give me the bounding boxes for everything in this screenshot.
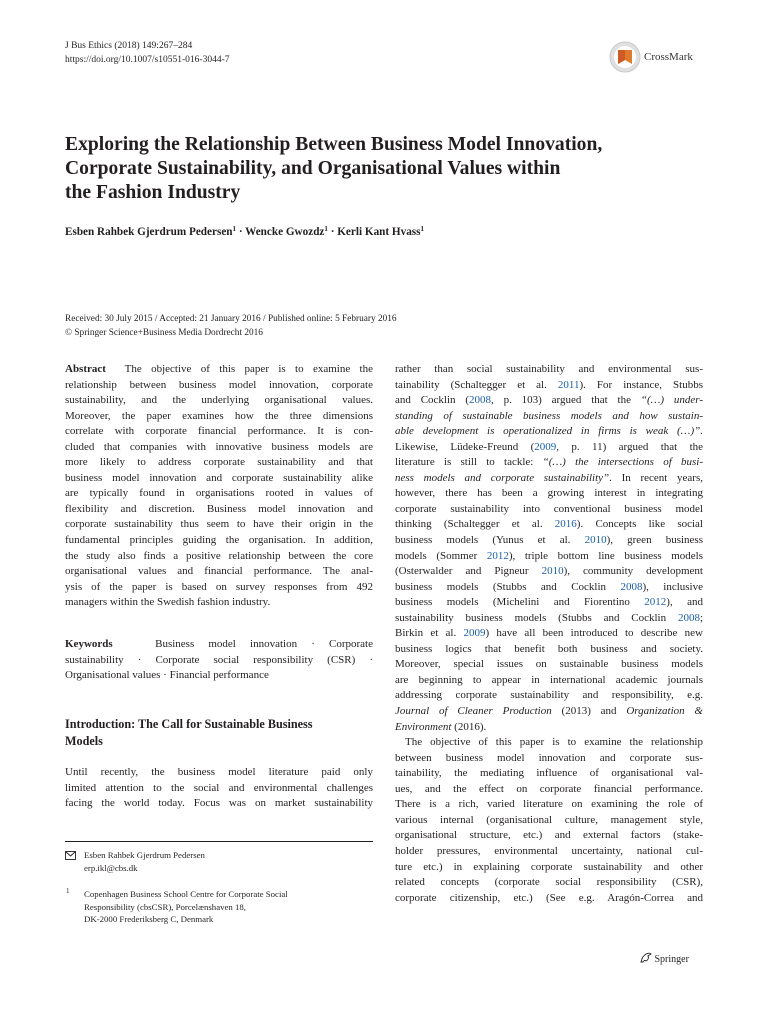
body-line: literature is still to tackle: “(…) the intersections of busi- bbox=[395, 456, 703, 469]
body-line: holder pressures, environmental uncertainty, national cul- bbox=[395, 844, 703, 857]
abstract-label: Abstract bbox=[65, 363, 106, 375]
keywords-label: Keywords bbox=[65, 638, 113, 650]
affiliation-address bbox=[84, 888, 288, 926]
citation-link[interactable]: 2008 bbox=[620, 580, 643, 593]
body-line: sustainability business models (Stubbs and Cocklin 2008; bbox=[395, 611, 703, 624]
contact-name: Esben Rahbek Gjerdrum Pedersen bbox=[84, 850, 205, 860]
abstract-line: Moreover, the paper examines how the three dimensions bbox=[65, 409, 373, 422]
affil-line: Copenhagen Business School Centre for Corporate Social bbox=[84, 889, 288, 899]
affiliation-marker: 1 bbox=[324, 225, 328, 233]
journal-citation: J Bus Ethics (2018) 149:267–284 bbox=[65, 41, 193, 51]
body-line: however, there has been a growing interest in integrating bbox=[395, 487, 703, 500]
crossmark-badge[interactable] bbox=[609, 41, 713, 73]
keywords-line: sustainability · Corporate social responsibility (CSR) · bbox=[65, 653, 373, 666]
body-line: between business model innovation and corporate sus- bbox=[395, 751, 703, 764]
contact-email[interactable]: erp.ikl@cbs.dk bbox=[84, 862, 138, 873]
intro-line: Until recently, the business model literature paid only bbox=[65, 766, 373, 778]
body-line: business models (Stubbs and Cocklin 2008), inclusive bbox=[395, 580, 703, 593]
body-line: ture etc.) in explaining corporate sustainability and other bbox=[395, 860, 703, 873]
body-line: thinking (Schaltegger et al. 2016). Concepts like social bbox=[395, 518, 703, 531]
body-line: various internal (organisational culture, management style, bbox=[395, 813, 703, 826]
author-name[interactable]: Wencke Gwozdz bbox=[245, 226, 325, 238]
publisher-logo bbox=[640, 952, 689, 965]
body-line: business models (Yunus et al. 2010), green business bbox=[395, 534, 703, 547]
email-icon bbox=[65, 851, 76, 864]
affiliation-marker: 1 bbox=[420, 225, 425, 233]
citation-link[interactable]: 2009 bbox=[463, 627, 486, 640]
body-line: Birkin et al. 2009) have all been introduced to describe new bbox=[395, 627, 703, 640]
keywords-line: Organisational values · Financial performance bbox=[65, 669, 269, 682]
heading-line: Introduction: The Call for Sustainable Business bbox=[65, 717, 313, 731]
intro-paragraph bbox=[65, 765, 373, 812]
body-line: business logics that benefit both business and society. bbox=[395, 642, 703, 655]
abstract-line: flexibility and discretion. Business model innovation and bbox=[65, 502, 373, 515]
author-separator: · bbox=[236, 226, 246, 238]
body-line: addressing corporate sustainability and responsibility, e.g. bbox=[395, 689, 703, 702]
springer-horse-icon bbox=[640, 952, 652, 963]
abstract-line: more likely to address corporate sustainability and that bbox=[65, 456, 373, 469]
body-line: Moreover, special issues on sustainable business models bbox=[395, 658, 703, 671]
citation-link[interactable]: 2008 bbox=[677, 611, 700, 624]
author-list bbox=[65, 225, 424, 238]
abstract-line: sustainability, and the underlying organisational values. bbox=[65, 394, 373, 407]
abstract-line: the study also finds a positive relationship between the core bbox=[65, 549, 373, 562]
dates-line: Received: 30 July 2015 / Accepted: 21 January 2016 / Published online: 5 February 2016 bbox=[65, 314, 397, 324]
author-name[interactable]: Esben Rahbek Gjerdrum Pedersen bbox=[65, 226, 233, 238]
body-line: and Cocklin (2008, p. 103) argued that the “(…) under- bbox=[395, 394, 703, 407]
title-line: Exploring the Relationship Between Business Model Innovation, bbox=[65, 134, 603, 155]
citation-link[interactable]: 2012 bbox=[486, 549, 509, 562]
doi-link[interactable]: https://doi.org/10.1007/s10551-016-3044-7 bbox=[65, 55, 230, 65]
body-line: rather than social sustainability and environmental sus- bbox=[395, 363, 703, 375]
publisher-name: Springer bbox=[654, 954, 689, 965]
body-line: There is a rich, varied literature on examining the role of bbox=[395, 798, 703, 811]
citation-link[interactable]: 2010 bbox=[584, 534, 607, 547]
body-line: organisational structure, etc.) and external factors (stake- bbox=[395, 829, 703, 842]
citation-link[interactable]: 2016 bbox=[554, 518, 577, 531]
body-line: corporate sustainability into conventional business model bbox=[395, 502, 703, 515]
footnote-divider bbox=[65, 841, 373, 842]
body-text-right bbox=[395, 362, 703, 906]
crossmark-label: CrossMark bbox=[644, 51, 693, 63]
author-name[interactable]: Kerli Kant Hvass bbox=[337, 226, 421, 238]
section-heading-introduction bbox=[65, 716, 373, 750]
affiliation-marker: 1 bbox=[232, 225, 237, 233]
title-line: the Fashion Industry bbox=[65, 182, 241, 203]
abstract-line: organisational values and financial performance. The anal- bbox=[65, 565, 373, 578]
body-line: related concepts (corporate social responsibility (CSR), bbox=[395, 876, 703, 889]
crossmark-icon bbox=[609, 41, 641, 73]
intro-line: limited attention to the social and environmental challenges bbox=[65, 781, 373, 794]
abstract-line: correlate with corporate financial performance. It is con- bbox=[65, 425, 373, 438]
affiliation-number: 1 bbox=[66, 887, 70, 895]
abstract-line: fundamental principles guiding the organisation. In addition, bbox=[65, 534, 373, 547]
corresponding-author bbox=[84, 849, 205, 874]
body-line: standing of sustainable business models and how sustain- bbox=[395, 409, 703, 422]
affil-line: DK-2000 Frederiksberg C, Denmark bbox=[84, 914, 214, 924]
body-line: Likewise, Lüdeke-Freund (2009, p. 11) argued that the bbox=[395, 440, 704, 453]
citation-link[interactable]: 2011 bbox=[557, 378, 580, 391]
citation-link[interactable]: 2012 bbox=[644, 596, 667, 609]
abstract-line: are typically found in organisations rooted in values of bbox=[65, 487, 373, 500]
abstract-line: The objective of this paper is to examine the bbox=[124, 363, 373, 375]
abstract-line: corporate sustainability thus seem to have their origin in the bbox=[65, 518, 373, 531]
body-line: able development is operationalized in firms is weak (…)”. bbox=[395, 425, 703, 438]
body-line: The objective of this paper is to examine the relationship bbox=[405, 736, 703, 749]
body-line: models (Sommer 2012), triple bottom line business models bbox=[395, 549, 703, 562]
body-line: corporate citizenship, etc.) (See e.g. Aragón-Correa and bbox=[395, 891, 703, 904]
body-line: tainability (Schaltegger et al. 2011). For instance, Stubbs bbox=[395, 378, 703, 391]
body-line: ness models and corporate sustainability”. In recent years, bbox=[395, 471, 703, 484]
body-line: Journal of Cleaner Production (2013) and Organization & bbox=[395, 705, 703, 718]
abstract-line: managers within the Swedish fashion industry. bbox=[65, 596, 271, 609]
copyright-line: © Springer Science+Business Media Dordrecht 2016 bbox=[65, 327, 263, 338]
publication-dates bbox=[65, 313, 397, 340]
citation-link[interactable]: 2010 bbox=[541, 565, 564, 578]
citation-link[interactable]: 2009 bbox=[534, 440, 557, 453]
abstract-line: relationship between business model innovation, corporate bbox=[65, 378, 373, 391]
abstract bbox=[65, 362, 373, 611]
body-line: business models (Michelini and Fiorentino 2012), and bbox=[395, 596, 704, 609]
body-line: ues, and the effect on corporate financial performance. bbox=[395, 782, 703, 795]
abstract-line: cluded that companies with innovative business models are bbox=[65, 440, 373, 453]
body-line: Environment (2016). bbox=[395, 720, 487, 733]
intro-line: facing the world today. Focus was on market sustainability bbox=[65, 797, 373, 810]
affil-line: Responsibility (cbsCSR), Porcelænshaven 18, bbox=[84, 901, 247, 912]
paper-title bbox=[65, 133, 695, 205]
body-line: are beginning to appear in international academic journals bbox=[395, 673, 703, 686]
body-line: tainability, the mediating influence of organisational val- bbox=[395, 767, 703, 780]
keywords bbox=[65, 637, 373, 684]
keywords-line: Business model innovation · Corporate bbox=[155, 638, 373, 650]
abstract-line: business model innovation and corporate sustainability alike bbox=[65, 471, 373, 484]
title-line: Corporate Sustainability, and Organisational Values within bbox=[65, 158, 561, 179]
author-separator: · bbox=[327, 226, 338, 238]
heading-line: Models bbox=[65, 734, 103, 748]
body-line: (Osterwalder and Pigneur 2010), community development bbox=[395, 565, 703, 578]
citation-link[interactable]: 2008 bbox=[469, 394, 492, 407]
abstract-line: ysis of the paper is based on survey responses from 492 bbox=[65, 580, 373, 593]
